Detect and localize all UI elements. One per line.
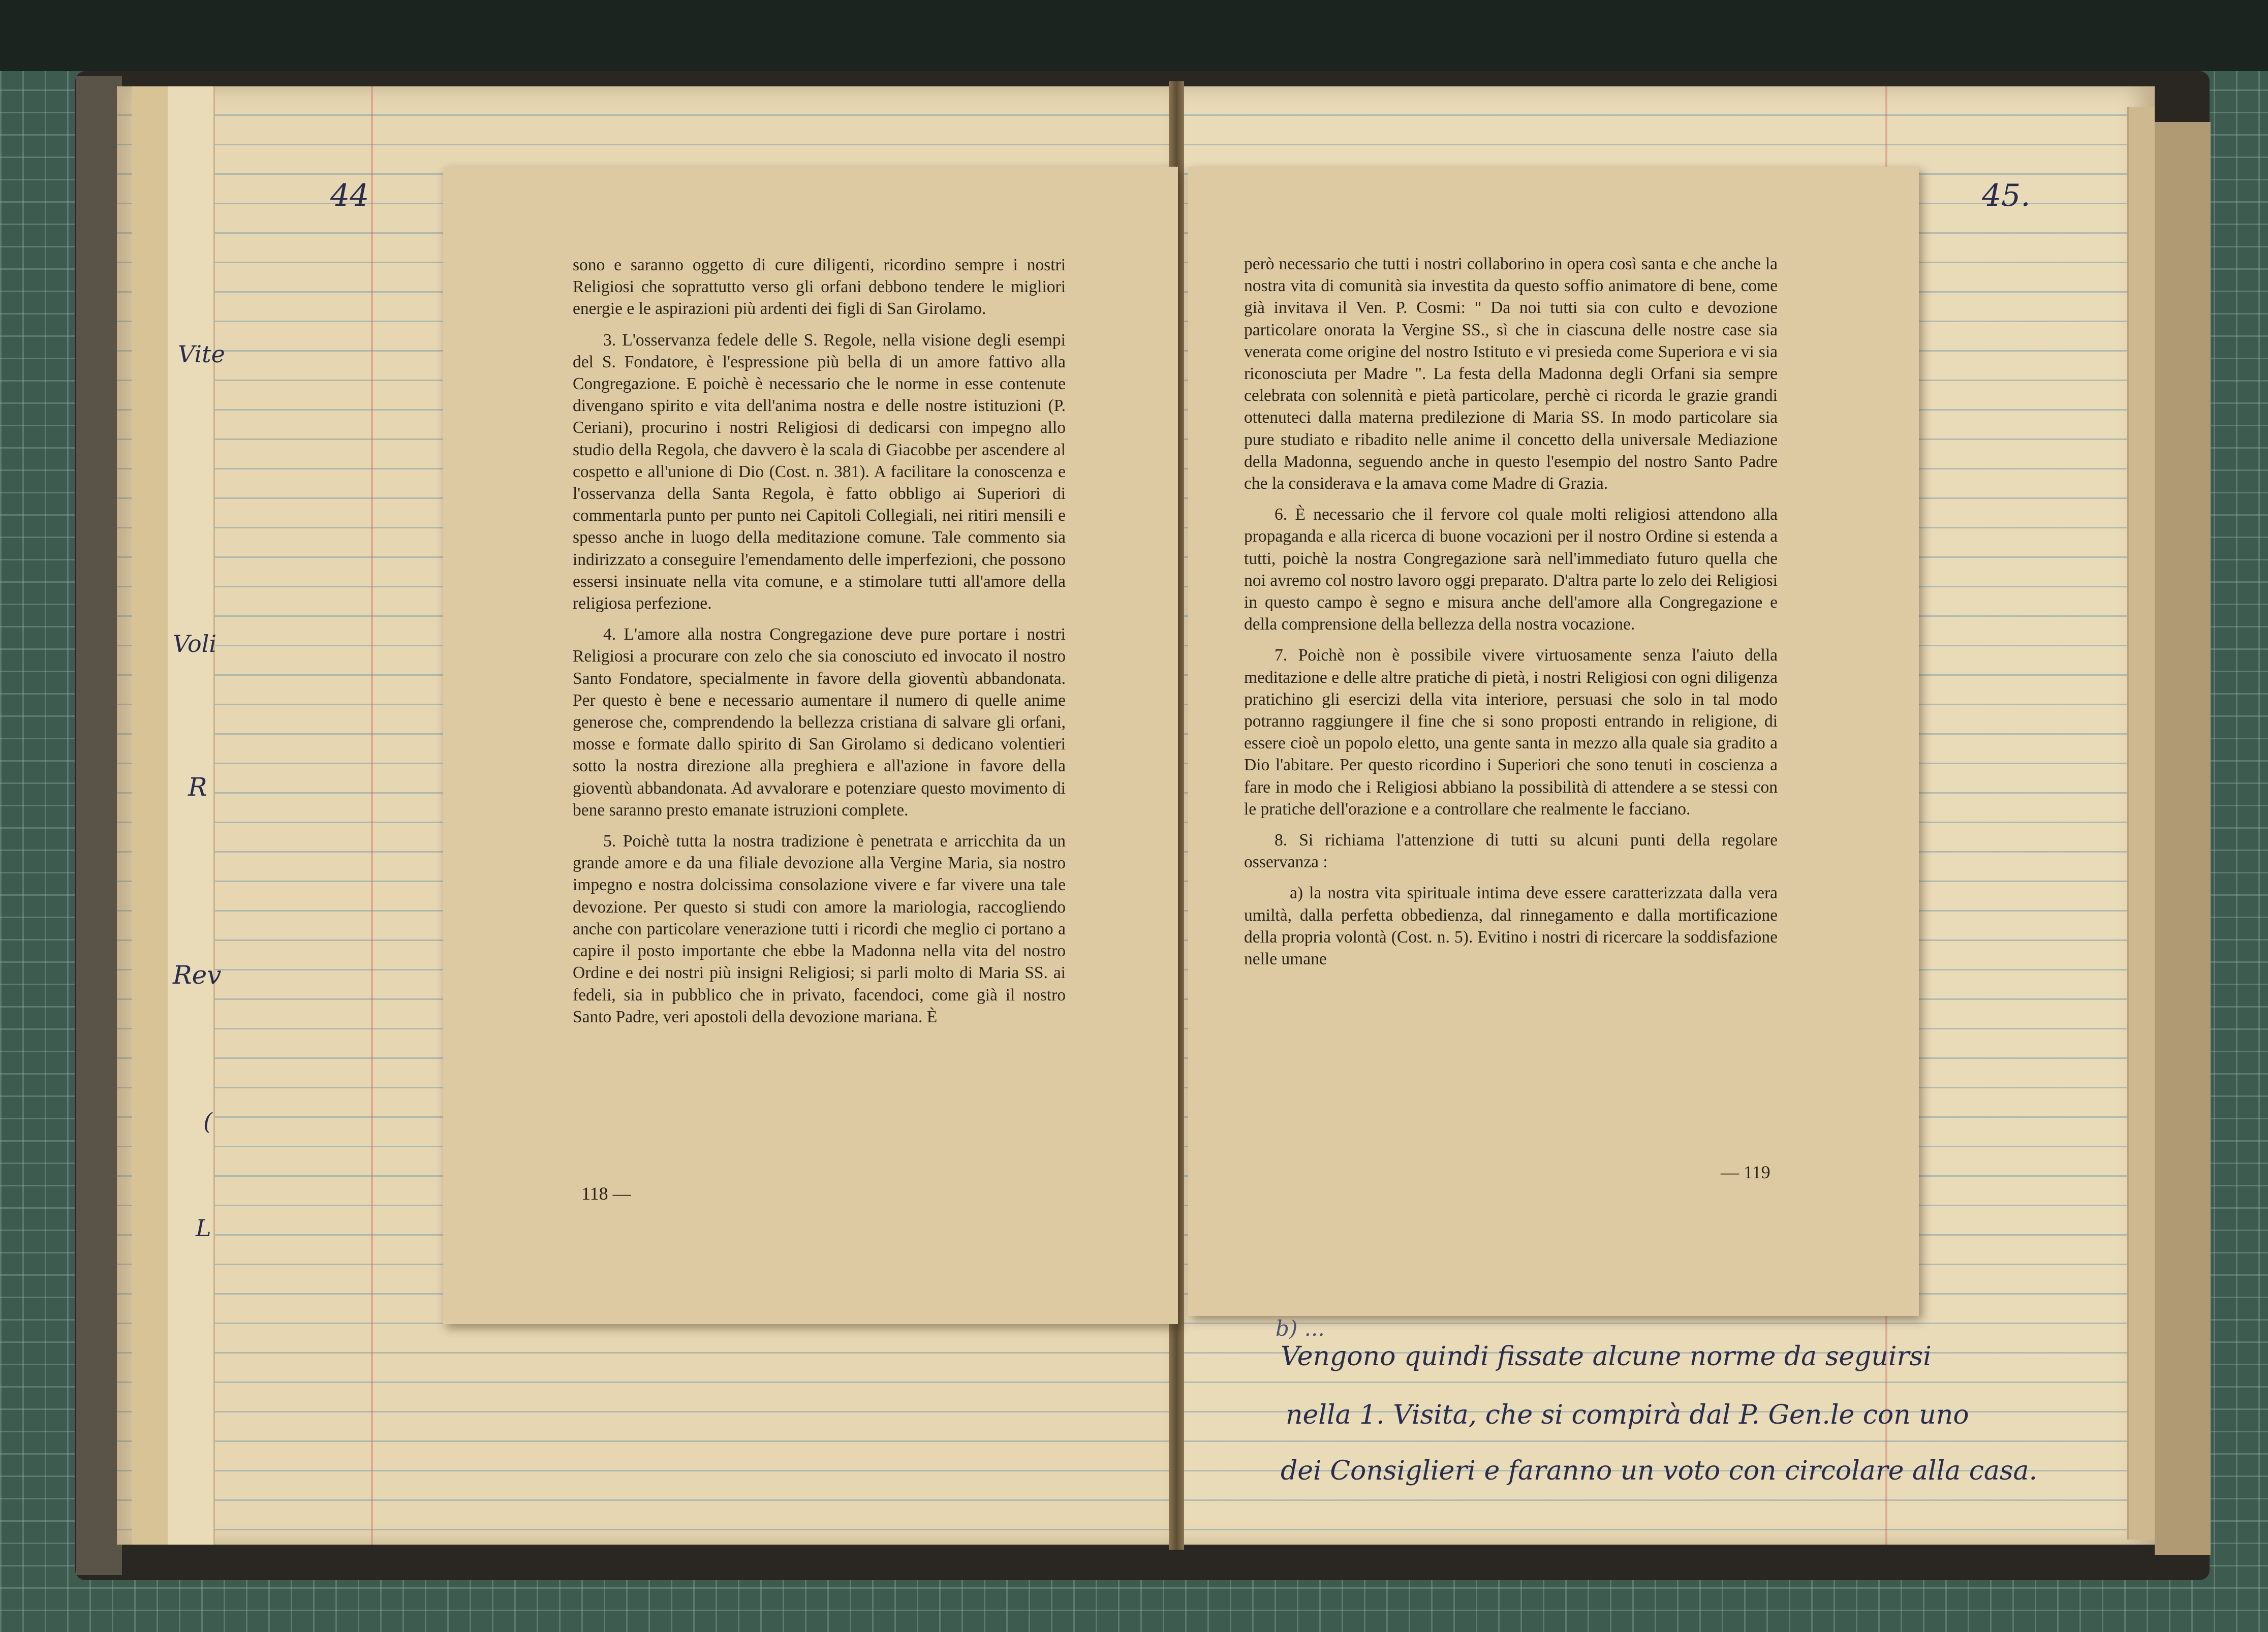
page-edge (2127, 107, 2155, 1540)
paragraph: 7. Poichè non è possibile vivere virtuosamente senza l'aiuto della meditazione e delle altre pratiche di pietà, i nostri Religiosi con ogni diligenza pratichino gli esercizi della vita interiore, persuasi che solo in tal modo potranno raggiungere il fine che si sono proposti entrando in religione, di essere cioè un popolo eletto, una gente santa in mezzo alla quale sia gradito a Dio l'abitare. Per questo ricordino i Superiori che sono tenuti in coscienza a fare in modo che i Religiosi abbiano la possibilità di attendere a se stessi con le pratiche dell'orazione e a controllare che realmente le facciano. (1244, 646, 1778, 819)
margin-note: Vite (178, 340, 225, 368)
ledger-cover-left (76, 76, 122, 1575)
page-body (1244, 253, 1778, 979)
paragraph: 8. Si richiama l'attenzione di tutti su alcuni punti della regolare osservanza : (1244, 831, 1778, 872)
handwritten-line: Vengono quindi fissate alcune norme da seguirsi (1281, 1341, 1932, 1372)
margin-note: ( (203, 1108, 212, 1135)
margin-note: Voli (173, 630, 217, 657)
handwritten-fragment: b) ... (1276, 1316, 1325, 1341)
folio-number-right: 45. (1982, 178, 2031, 213)
paragraph: 6. È necessario che il fervore col quale molti religiosi attendono alla propaganda e alla ricerca di buone vocazioni per il nostro Ordine si estenda a tutti, poichè la nostra Congregazione sarà nell'immediato futuro quella che noi avremo col nostro lavoro oggi preparato. D'altra parte lo zelo dei Religiosi in questo campo è segno e misura anche dell'amore alla Congregazione e della comprensione della bellezza della nostra vocazione. (1244, 505, 1778, 634)
paragraph: 5. Poichè tutta la nostra tradizione è penetrata e arricchita da un grande amore e da una filiale devozione alla Vergine Maria, sia nostro impegno e nostra dolcissima consolazione vivere e far vivere una tale devozione. Per questo si studi con amore la mariologia, raccogliendo anche con particolare venerazione tutti i ricordi che meglio ci portano a capire il posto importante che ebbe la Madonna nella vita del nostro Ordine e dei nostri più insigni Religiosi; si parli molto di Maria SS. ai fedeli, sia in pubblico che in privato, facendoci, come già il nostro Santo Padre, veri apostoli della devozione mariana. È (573, 832, 1066, 1026)
paragraph: 3. L'osservanza fedele delle S. Regole, nella visione degli esempi del S. Fondatore, è l'espressione più bella di un amore fattivo alla Congregazione. E poichè è necessario che le norme in esse contenute divengano spirito e vita dell'anima nostra e delle nostre istituzioni (P. Ceriani), procurino i nostri Religiosi di dedicarsi con impegno allo studio della Regola, che davvero è la scala di Giacobbe per ascendere al cospetto e all'unione di Dio (Cost. n. 381). A facilitare la conoscenza e l'osservanza della Santa Regola, è fatto obbligo ai Superiori di commentarla punto per punto nei Capitoli Collegiali, nei ritiri mensili e spesso anche in luogo della meditazione comune. Tale commento sia indirizzato a conseguire l'emendamento delle imperfezioni, che possono essersi insinuate nella vita comune, e a stimolare tutti all'amore della religiosa perfezione. (573, 330, 1066, 613)
paragraph: però necessario che tutti i nostri collaborino in opera così santa e che anche la nostra vita di comunità sia investita da questo soffio animatore di bene, come già invitava il Ven. P. Cosmi: " Da noi tutti sia con culto e devozione particolare onorata la Vergine SS., sì che in ciascuna delle nostre case sia venerata come origine del nostro Istituto e vi presieda come Superiora e vi sia riconosciuta per Madre ". La festa della Madonna degli Orfani sia sempre celebrata con solennità e pietà particolare, perchè ci ricorda le grazie grandi ottenuteci dalla materna predilezione di Maria SS. In modo particolare sia pure studiato e ribadito nelle anime il concetto della universale Mediazione della Madonna, seguendo anche in questo l'esempio del nostro Santo Padre che la considerava e la amava come Madre di Grazia. (1244, 255, 1778, 493)
margin-note: R (188, 772, 207, 802)
page-body (573, 254, 1066, 1037)
folio-number-left: 44 (330, 178, 369, 213)
printed-page-119 (1188, 167, 1919, 1316)
margin-note: L (196, 1214, 211, 1242)
paragraph: sono e saranno oggetto di cure diligenti, ricordino sempre i nostri Religiosi che soprattutto verso gli orfani debbono tendere le migliori energie e le aspirazioni più ardenti dei figli di San Girolamo. (573, 256, 1066, 319)
page-number: 118 — (581, 1183, 631, 1204)
margin-note: Rev (173, 960, 222, 990)
ledger-page-edges-right (2155, 122, 2211, 1555)
margin-rule (371, 86, 373, 1545)
page-stub (132, 86, 168, 1545)
printed-page-118 (443, 167, 1178, 1324)
page-number: — 119 (1721, 1162, 1770, 1182)
paragraph: a) la nostra vita spirituale intima deve essere caratterizzata dalla vera umiltà, dalla perfetta obbedienza, dal rinnegamento e dalla mortificazione della propria volontà (Cost. n. 5). Evitino i nostri di ricercare la soddisfazione nelle umane (1244, 884, 1778, 969)
top-shadow-band (0, 0, 2268, 71)
paragraph: 4. L'amore alla nostra Congregazione deve pure portare i nostri Religiosi a procurare con zelo che sia conosciuto ed invocato il nostro Santo Fondatore, specialmente in favore della gioventù abbandonata. Per questo è bene e necessario aumentare il numero di quelle anime generose che, comprendendo la bellezza cristiana di salvare gli orfani, mosse e formate dallo spirito di San Girolamo si dedicano volentieri sotto la nostra direzione alla preghiera e all'azione in favore della gioventù abbandonata. Ad avvalorare e potenziare questo movimento di bene saranno presto emanate istruzioni complete. (573, 625, 1066, 820)
handwritten-line: dei Consiglieri e faranno un voto con circolare alla casa. (1281, 1456, 2038, 1486)
handwritten-line: nella 1. Visita, che si compirà dal P. Gen.le con uno (1286, 1400, 1969, 1430)
page-stub-inner (168, 86, 215, 1545)
